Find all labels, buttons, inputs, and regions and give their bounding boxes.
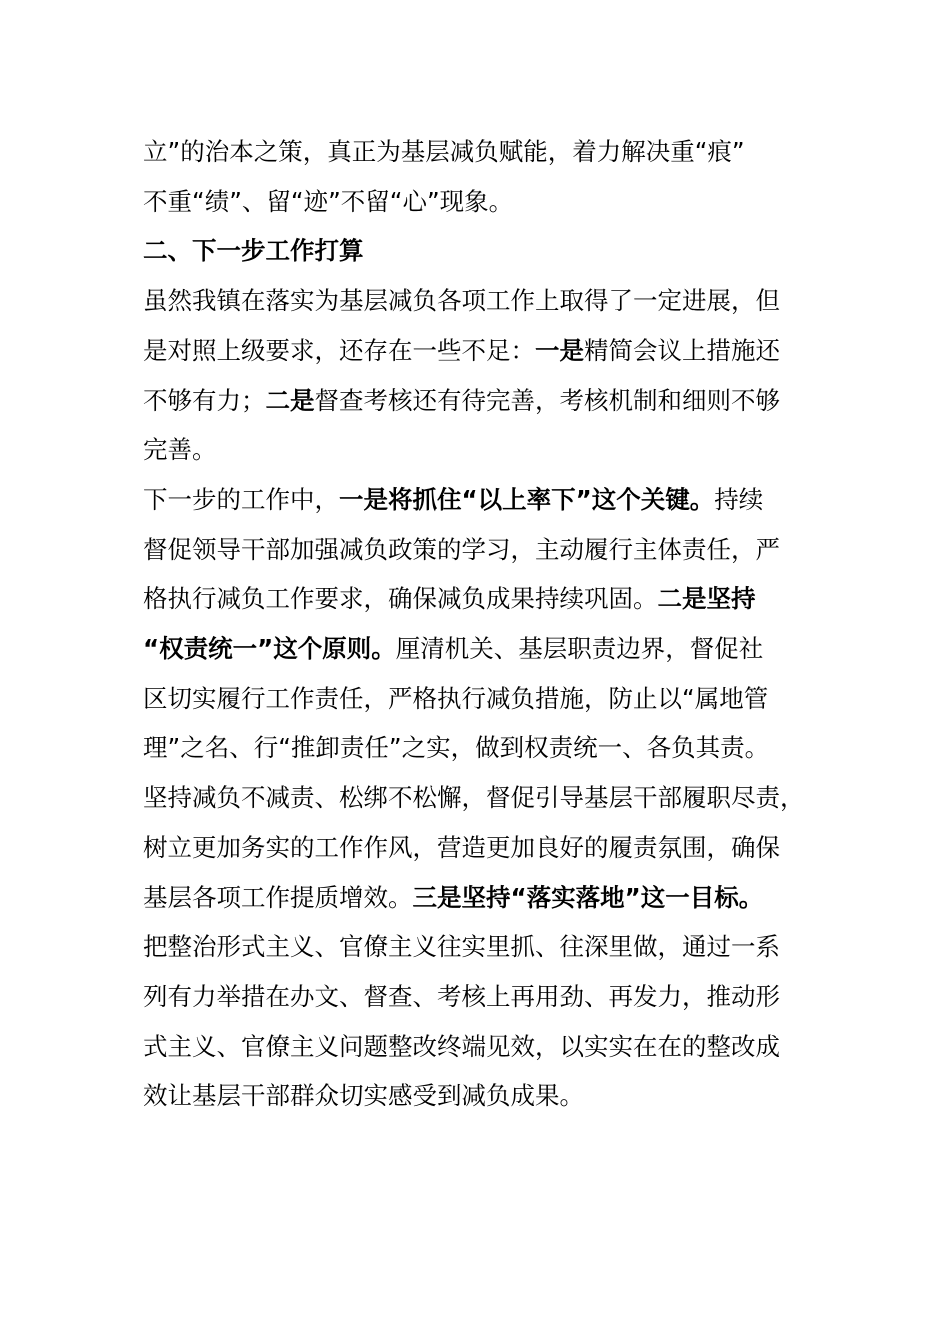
text-segment: 区切实履行工作责任，严格执行减负措施，防止以“属地管 — [143, 684, 769, 713]
text-line — [143, 773, 805, 823]
text-line — [143, 525, 780, 575]
text-segment: 持续 — [714, 485, 764, 514]
text-segment: 虽然我镇在落实为基层减负各项工作上取得了一定进展，但 — [143, 286, 780, 315]
text-line — [143, 624, 763, 674]
text-segment: 下一步的工作中， — [143, 485, 339, 514]
text-segment: 督促领导干部加强减负政策的学习，主动履行主体责任，严 — [143, 535, 780, 564]
bold-text-segment: 三是坚持“落实落地”这一目标。 — [412, 883, 764, 912]
text-segment: 基层各项工作提质增效。 — [143, 883, 413, 912]
text-segment: 精简会议上措施还 — [584, 336, 780, 365]
text-line — [143, 475, 763, 525]
text-line — [143, 873, 763, 923]
text-line — [143, 1071, 584, 1121]
text-line — [143, 1022, 780, 1072]
text-line — [143, 723, 769, 773]
text-line — [143, 574, 756, 624]
text-line — [143, 127, 745, 177]
text-segment: 督查考核还有待完善，考核机制和细则不够 — [314, 386, 780, 415]
bold-text-segment: 一是将抓住“以上率下”这个关键。 — [339, 485, 715, 514]
text-segment: 树立更加务实的工作作风，营造更加良好的履责氛围，确保 — [143, 833, 780, 862]
text-line — [143, 922, 780, 972]
bold-text-segment: 一是 — [535, 336, 584, 365]
text-segment: 不重“绩”、留“迹”不留“心”现象。 — [143, 187, 514, 216]
text-segment: 把整治形式主义、官僚主义往实里抓、往深里做，通过一系 — [143, 932, 780, 961]
text-line — [143, 376, 780, 426]
bold-text-segment: 二是 — [265, 386, 315, 415]
text-segment: 式主义、官僚主义问题整改终端见效，以实实在在的整改成 — [143, 1032, 780, 1061]
text-line — [143, 823, 780, 873]
text-line — [143, 276, 780, 326]
bold-text-segment: “权责统一”这个原则。 — [143, 634, 396, 663]
text-segment: 列有力举措在办文、督查、考核上再用劲、再发力，推动形 — [143, 982, 780, 1011]
bold-text-segment: 二、下一步工作打算 — [143, 236, 364, 265]
text-line — [143, 226, 364, 276]
text-segment: 完善。 — [143, 435, 217, 464]
text-segment: 格执行减负工作要求，确保减负成果持续巩固。 — [143, 584, 658, 613]
text-segment: 是对照上级要求，还存在一些不足： — [143, 336, 535, 365]
text-segment: 坚持减负不减责、松绑不松懈，督促引导基层干部履职尽责， — [143, 783, 805, 812]
text-segment: 立”的治本之策，真正为基层减负赋能，着力解决重“痕” — [143, 137, 745, 166]
text-line — [143, 326, 780, 376]
text-segment: 效让基层干部群众切实感受到减负成果。 — [143, 1081, 584, 1110]
text-line — [143, 425, 217, 475]
text-line — [143, 177, 513, 227]
bold-text-segment: 二是坚持 — [657, 584, 756, 613]
text-segment: 理”之名、行“推卸责任”之实，做到权责统一、各负其责。 — [143, 733, 770, 762]
text-segment: 厘清机关、基层职责边界，督促社 — [395, 634, 764, 663]
text-line — [143, 972, 780, 1022]
text-segment: 不够有力； — [143, 386, 266, 415]
text-line — [143, 674, 768, 724]
